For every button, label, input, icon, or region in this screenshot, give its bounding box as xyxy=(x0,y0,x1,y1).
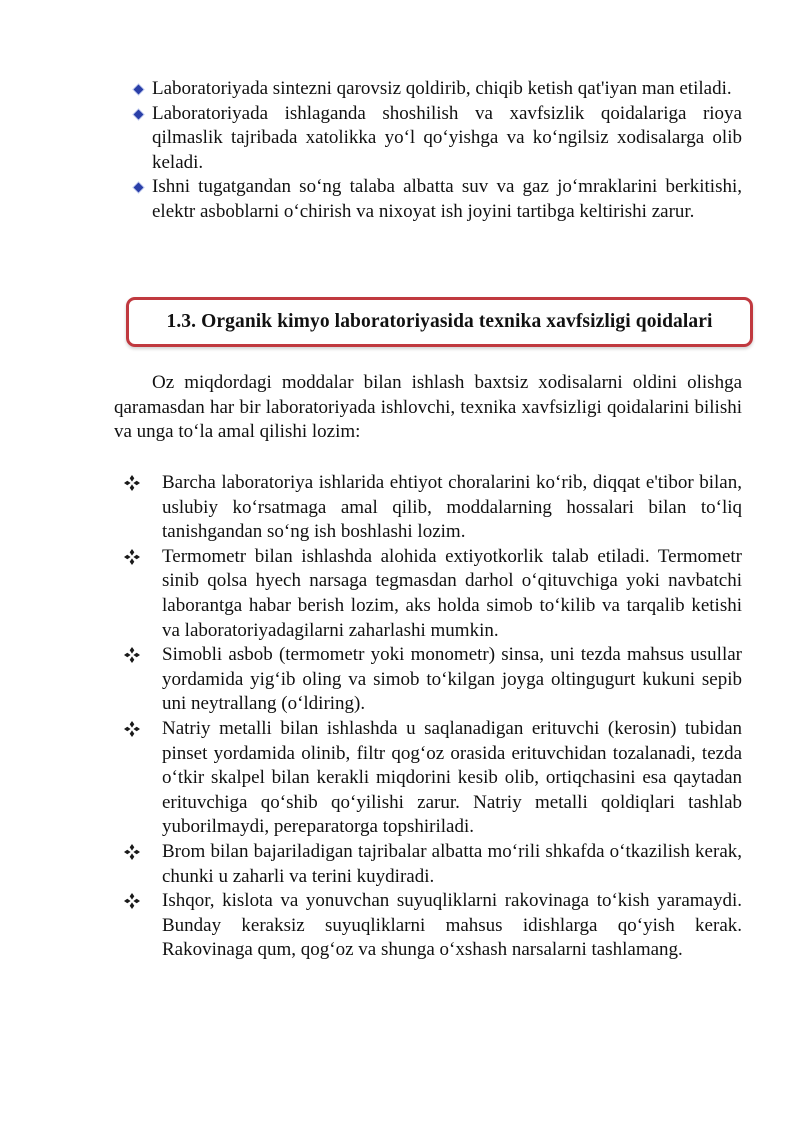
rule-item xyxy=(162,840,742,889)
rule-item xyxy=(162,545,742,643)
list-item xyxy=(152,102,742,176)
rule-item xyxy=(162,717,742,840)
four-diamond-bullet-icon xyxy=(124,893,140,909)
four-diamond-bullet-icon xyxy=(124,647,140,663)
intro-paragraph: Oz miqdordagi moddalar bilan ishlash baxtsiz xodisalarni oldini olishga qaramasdan har bir laboratoriyada ishlovchi, texnika xavfsizligi qoidalarini bilishi va unga to‘la amal qilishi lozim: xyxy=(114,372,742,443)
four-diamond-bullet-icon xyxy=(124,549,140,565)
rule-text: Barcha laboratoriya ishlarida ehtiyot choralarini ko‘rib, diqqat e'tibor bilan, uslubiy ko‘rsatmaga amal qilib, moddalarning hossalari bilan to‘liq tanishgandan so‘ng ish boshlashi lozim. xyxy=(162,472,742,543)
diamond-bullet-icon xyxy=(134,183,144,193)
rule-text: Termometr bilan ishlashda alohida extiyotkorlik talab etiladi. Termometr sinib qolsa hyech narsaga tegmasdan darhol o‘qituvchiga yoki navbatchi laborantga habar berish lozim, aks holda simob to‘kilib va tarqalib ketishi va laboratoriyadagilarni zaharlashi mumkin. xyxy=(162,545,742,641)
rule-text: Brom bilan bajariladigan tajribalar albatta mo‘rili shkafda o‘tkazilish kerak, chunki u zaharli va terini kuydiradi. xyxy=(162,840,742,887)
rule-item xyxy=(162,643,742,717)
diamond-bullet-icon xyxy=(134,85,144,95)
section-heading-text: 1.3. Organik kimyo laboratoriyasida texnika xavfsizligi qoidalari xyxy=(166,310,713,332)
precaution-list xyxy=(152,77,742,225)
list-item-text: Laboratoriyada ishlaganda shoshilish va xavfsizlik qoidalariga rioya qilmaslik tajribada xatolikka yo‘l qo‘yishga va ko‘ngilsiz xodisalarga olib keladi. xyxy=(152,102,742,173)
list-item-text: Laboratoriyada sintezni qarovsiz qoldirib, chiqib ketish qat'iyan man etiladi. xyxy=(152,78,732,99)
list-item xyxy=(152,77,742,102)
rule-text: Natriy metalli bilan ishlashda u saqlanadigan erituvchi (kerosin) tubidan pinset yordamida olinib, filtr qog‘oz orasida erituvchidan tozalanadi, tezda o‘tkir skalpel bilan kerakli miqdorini kesib olib, ortiqchasini esa qaytadan erituvchiga qo‘shib qo‘yilishi zarur. Natriy metalli qoldiqlari tashlab yuborilmaydi, pereparatorga topshiriladi. xyxy=(162,717,742,838)
four-diamond-bullet-icon xyxy=(124,475,140,491)
section-heading xyxy=(126,297,753,347)
list-item xyxy=(152,175,742,224)
rule-item xyxy=(162,471,742,545)
rule-text: Ishqor, kislota va yonuvchan suyuqliklarni rakovinaga to‘kish yaramaydi. Bunday keraksiz suyuqliklarni mahsus idishlarga qo‘yish kerak. Rakovinaga qum, qog‘oz va shunga o‘xshash narsalarni tashlamang. xyxy=(162,890,742,961)
four-diamond-bullet-icon xyxy=(124,721,140,737)
diamond-bullet-icon xyxy=(134,109,144,119)
rule-text: Simobli asbob (termometr yoki monometr) sinsa, uni tezda mahsus usullar yordamida yig‘ib oling va simob to‘kilgan joyga oltingugurt kukuni sepib uni neytrallang (o‘ldiring). xyxy=(162,644,742,715)
four-diamond-bullet-icon xyxy=(124,844,140,860)
list-item-text: Ishni tugatgandan so‘ng talaba albatta suv va gaz jo‘mraklarini berkitishi, elektr asboblarni o‘chirish va nixoyat ish joyini tartibga keltirishi zarur. xyxy=(152,176,742,222)
safety-rules-list xyxy=(162,471,742,963)
rule-item xyxy=(162,889,742,963)
